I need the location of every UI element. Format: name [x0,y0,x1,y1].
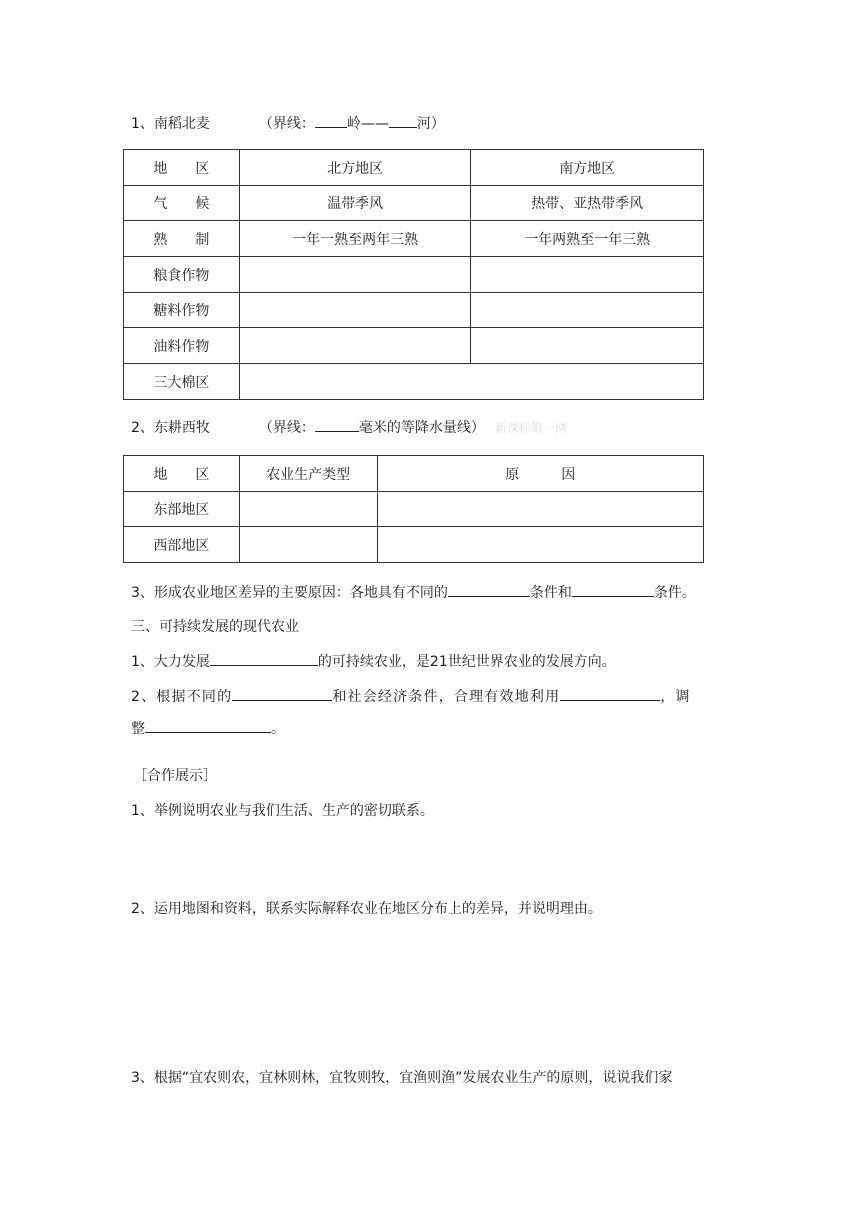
boundary-he: 河） [416,116,445,132]
blank-sustainable[interactable] [210,651,318,666]
paragraph-2 [131,686,691,706]
table-cell: 一年一熟至两年三熟 [239,221,471,257]
p2-text-a: 2、根据不同的 [131,689,233,705]
answer-cell[interactable] [239,492,377,527]
coop-heading: ［合作展示］ [133,768,217,784]
answer-cell[interactable] [239,257,471,293]
p1-text-a: 1、大力发展 [131,654,210,670]
boundary-ling: 岭—— [346,116,389,132]
table-row [124,150,704,186]
blank-social[interactable] [572,582,654,597]
table-row [124,364,704,400]
header-cell: 南方地区 [471,150,704,186]
item-3-text-a: 3、形成农业地区差异的主要原因：各地具有不同的 [131,585,448,601]
question-1: 1、举例说明农业与我们生活、生产的密切联系。 [131,803,434,819]
question-3: 3、根据“宜农则农，宜林则林，宜牧则牧，宜渔则渔”发展农业生产的原则，说说我们家 [131,1070,673,1086]
answer-cell[interactable] [239,328,471,364]
blank-structure[interactable] [145,718,271,733]
item-3-text-b: 条件和 [529,585,572,601]
boundary-open: （界线： [258,420,315,436]
paragraph-1 [131,651,616,671]
answer-cell[interactable] [377,492,703,527]
table-cell: 一年两熟至一年三熟 [471,221,704,257]
answer-cell[interactable] [239,364,703,400]
table-row [124,186,704,221]
row-label: 东部地区 [124,492,240,527]
row-label: 气 候 [124,186,240,221]
header-cell: 原 因 [377,456,703,492]
table-row [124,527,704,563]
blank-ling[interactable] [315,113,347,128]
table-row [124,456,704,492]
header-cell: 农业生产类型 [239,456,377,492]
item-3-text-c: 条件。 [653,585,696,601]
p1-text-b: 的可持续农业，是21世纪世界农业的发展方向。 [317,654,616,670]
row-label: 熟 制 [124,221,240,257]
blank-natural-2[interactable] [232,686,332,701]
table-row [124,293,704,328]
paragraph-2-cont [131,718,285,738]
p2-text-b: 和社会经济条件，合理有效地利用 [332,689,561,705]
table-row [124,492,704,527]
row-label: 三大棉区 [124,364,240,400]
p2-text-e: 。 [271,721,285,737]
blank-rainfall[interactable] [315,417,359,432]
header-cell: 地 区 [124,150,240,186]
answer-cell[interactable] [377,527,703,563]
section-2-heading [131,417,567,437]
section-three-heading: 三、可持续发展的现代农业 [131,619,299,635]
section-2-title: 2、东耕西牧 [131,420,210,436]
answer-cell[interactable] [471,293,704,328]
east-west-table [123,455,704,563]
blank-natural[interactable] [448,582,530,597]
header-cell: 地 区 [124,456,240,492]
answer-cell[interactable] [239,293,471,328]
answer-cell[interactable] [471,328,704,364]
answer-cell[interactable] [239,527,377,563]
row-label: 西部地区 [124,527,240,563]
header-cell: 北方地区 [239,150,471,186]
p2-text-c: ，调 [660,689,691,705]
north-south-table [123,149,704,400]
blank-resources[interactable] [560,686,660,701]
item-3-line [131,582,696,602]
row-label: 糖料作物 [124,293,240,328]
row-label: 粮食作物 [124,257,240,293]
table-row [124,221,704,257]
p2-text-d: 整 [131,721,145,737]
table-cell: 温带季风 [239,186,471,221]
section-1-heading [131,113,445,133]
boundary-open: （界线： [258,116,315,132]
watermark-text: 新课标第一网 [494,421,567,435]
table-row [124,257,704,293]
question-2: 2、运用地图和资料，联系实际解释农业在地区分布上的差异，并说明理由。 [131,901,602,917]
answer-cell[interactable] [471,257,704,293]
table-row [124,328,704,364]
row-label: 油料作物 [124,328,240,364]
blank-he[interactable] [389,113,417,128]
boundary-text: 毫米的等降水量线） [358,420,485,436]
section-1-title: 1、南稻北麦 [131,116,210,132]
table-cell: 热带、亚热带季风 [471,186,704,221]
